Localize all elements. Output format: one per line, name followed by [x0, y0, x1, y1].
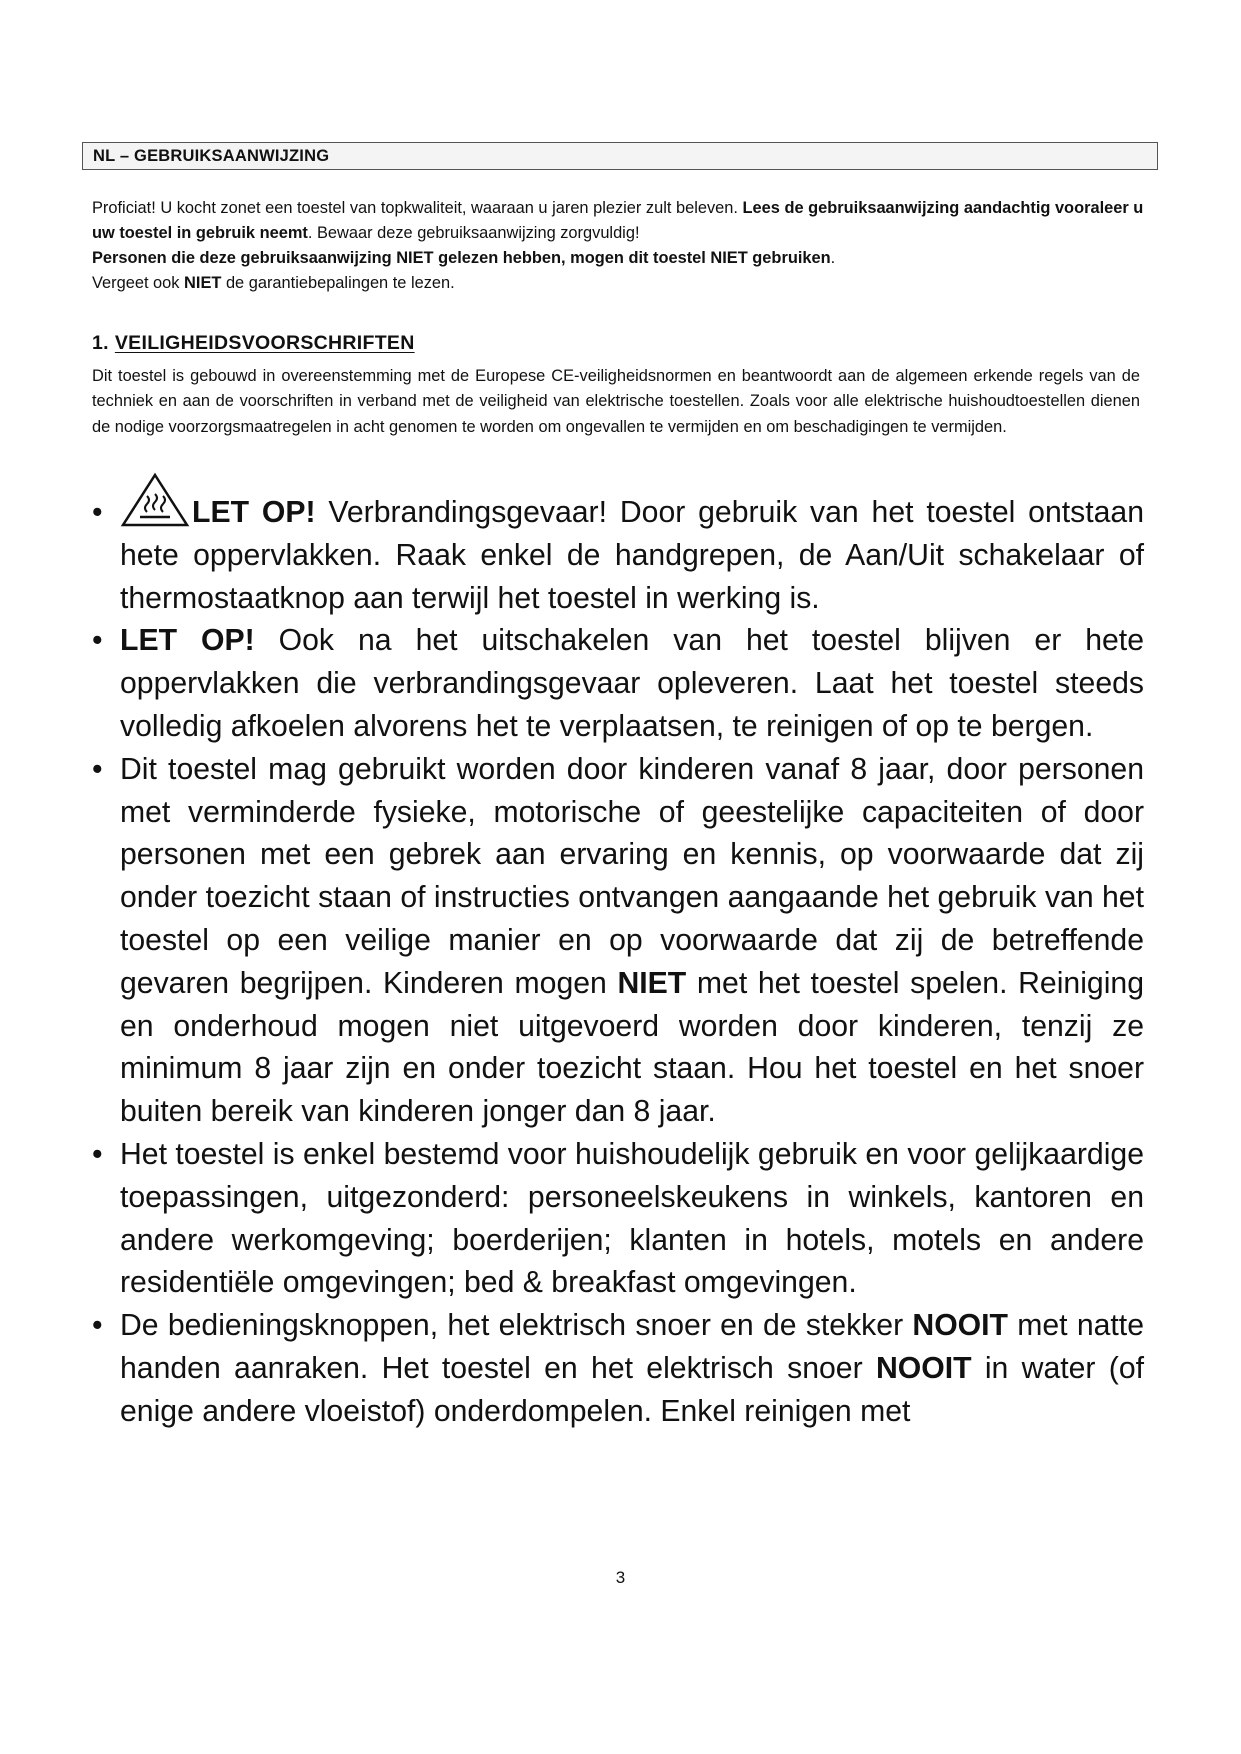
list-item: [92, 620, 1144, 748]
list-item-text: Dit toestel mag gebruikt worden door kinderen vanaf 8 jaar, door personen met verminderde fysieke, motorische of geestelijke capaciteiten of door personen met een gebrek aan ervaring en kennis, op voorwaarde dat zij onder toezicht staan of instructies ontvangen aangaande het gebruik van het toestel op een veilige manier en op voorwaarde dat zij de betreffende gevaren begrijpen. Kinderen mogen: [120, 752, 1144, 1000]
section-body: Dit toestel is gebouwd in overeenstemming met de Europese CE-veiligheidsnormen en beantwoordt aan de algemeen erkende regels van de techniek en aan de voorschriften in verband met de veiligheid van elektrische toestellen. Zoals voor alle elektrische huishoudtoestellen dienen de nodige voorzorgsmaatregelen in acht genomen te worden om ongevallen te vermijden en om beschadigingen te vermijden.: [92, 367, 1140, 436]
bullet-icon: •: [92, 752, 103, 786]
list-item: [92, 492, 1144, 620]
document-header: [82, 142, 1158, 170]
list-item-text: De bedieningsknoppen, het elektrisch snoer en de stekker: [120, 1309, 913, 1343]
intro-text-span: .: [830, 249, 836, 267]
list-item: [92, 1305, 1144, 1433]
list-item: [92, 1134, 1144, 1305]
intro-bold-span: NIET: [184, 274, 222, 292]
intro-bold-span: Lees de gebruiksaanwijzing aandachtig vooraleer u uw toestel in gebruik neemt: [92, 199, 1144, 242]
list-item-text: Verbrandingsgevaar! Door gebruik van het toestel ontstaan hete oppervlakken. Raak enkel de handgrepen, de Aan/Uit schakelaar of thermostaatknop aan terwijl het toestel in werking is.: [120, 496, 1144, 615]
list-item-text: Ook na het uitschakelen van het toestel blijven er hete oppervlakken die verbrandingsgevaar opleveren. Laat het toestel steeds volledig afkoelen alvorens het te verplaatsen, te reinigen of op te bergen.: [120, 624, 1144, 743]
intro-bold-span: Personen die deze gebruiksaanwijzing NIET gelezen hebben, mogen dit toestel NIET gebruiken: [92, 249, 831, 267]
intro-paragraph-3: [92, 271, 1148, 296]
warning-label: LET OP!: [120, 624, 255, 658]
intro-text-span: de garantiebepalingen te lezen.: [221, 274, 455, 292]
safety-list: [92, 492, 1144, 1434]
emphasis-text: NOOIT: [912, 1309, 1008, 1343]
page-number: 3: [615, 1568, 626, 1587]
section-number: 1.: [92, 332, 109, 354]
bullet-icon: •: [92, 1137, 103, 1171]
list-item-text: in water (of enige andere vloeistof) onderdompelen. Enkel reinigen met: [120, 1351, 1144, 1428]
section-title: VEILIGHEIDSVOORSCHRIFTEN: [114, 332, 415, 354]
hot-surface-warning-icon: [120, 472, 190, 528]
emphasis-text: NOOIT: [875, 1351, 972, 1385]
warning-label: LET OP!: [192, 496, 316, 529]
list-item-text: met het toestel spelen. Reiniging en onderhoud mogen niet uitgevoerd worden door kinderen, tenzij ze minimum 8 jaar zijn en onder toezicht staan. Hou het toestel en het snoer buiten bereik van kinderen jonger dan 8 jaar.: [120, 966, 1145, 1129]
intro-paragraph-1: [92, 196, 1148, 246]
emphasis-text: NIET: [617, 966, 687, 1000]
intro-text-span: . Bewaar deze gebruiksaanwijzing zorgvuldig!: [307, 224, 640, 242]
bullet-icon: •: [92, 496, 103, 529]
intro-text: [92, 196, 1148, 296]
list-item-text: Het toestel is enkel bestemd voor huishoudelijk gebruik en voor gelijkaardige toepassingen, uitgezonderd: personeelskeukens in winkels, kantoren en andere werkomgeving; boerderijen; klanten in hotels, motels en andere residentiële omgevingen; bed & breakfast omgevingen.: [120, 1137, 1144, 1300]
intro-paragraph-2: [92, 246, 1148, 271]
intro-text-span: Proficiat! U kocht zonet een toestel van topkwaliteit, waaraan u jaren plezier zult beleven.: [92, 199, 743, 217]
bullet-icon: •: [92, 1309, 103, 1343]
header-title: NL – GEBRUIKSAANWIJZING: [93, 147, 330, 165]
list-item-text: met natte handen aanraken. Het toestel en het elektrisch snoer: [120, 1309, 1144, 1385]
list-item: [92, 749, 1144, 1134]
bullet-icon: •: [92, 624, 103, 658]
intro-text-span: Vergeet ook: [92, 274, 185, 292]
section-heading: [92, 332, 415, 355]
